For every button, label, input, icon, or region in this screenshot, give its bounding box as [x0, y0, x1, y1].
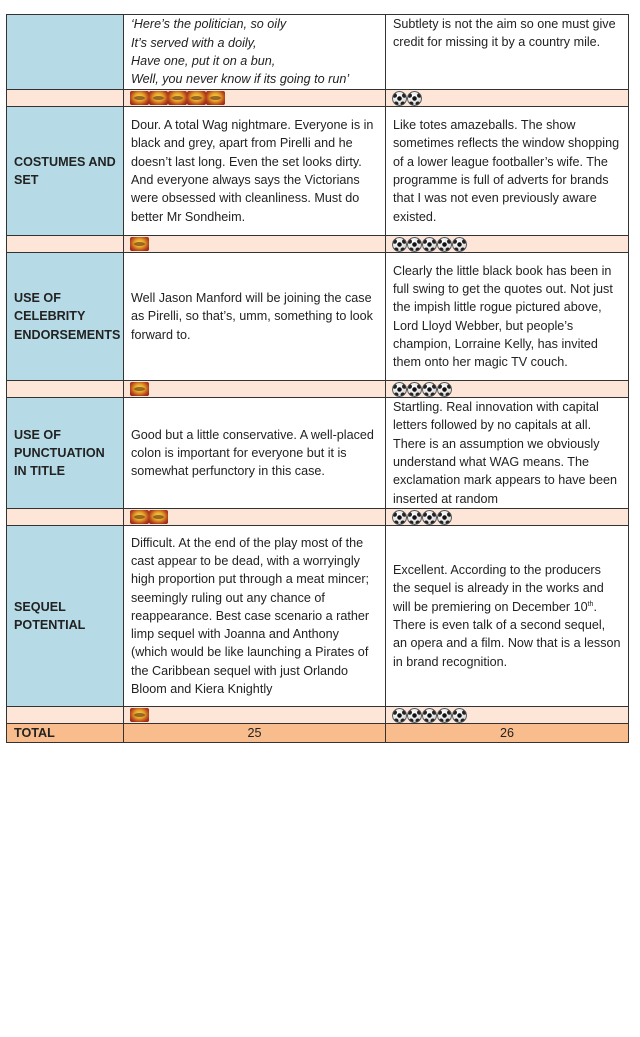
pie-rating-icons — [130, 381, 379, 397]
pie-icon — [130, 382, 149, 396]
left-rating — [124, 90, 386, 107]
rating-row — [7, 90, 629, 107]
football-icon — [407, 382, 422, 397]
right-rating — [386, 381, 629, 398]
football-icon — [422, 237, 437, 252]
football-icon — [392, 708, 407, 723]
review-text-part: Excellent. According to the producers the sequel is already in the works and will be premiering on December 10 — [393, 563, 604, 614]
football-icon — [392, 237, 407, 252]
review-text: Subtlety is not the aim so one must give credit for missing it by a country mile. — [393, 17, 616, 50]
left-rating — [124, 381, 386, 398]
right-review-text: Like totes amazeballs. The show sometimes reflects the window shopping of a lower league footballer’s wife. The programme is full of adverts for brands that I was not even previously aware existed. — [386, 107, 629, 236]
pie-icon — [130, 237, 149, 251]
pie-icon — [168, 91, 187, 105]
right-rating — [386, 236, 629, 253]
pie-icon — [130, 91, 149, 105]
football-icon — [392, 91, 407, 106]
football-rating-icons — [392, 236, 622, 252]
pie-rating-icons — [130, 236, 379, 252]
rating-label-cell — [7, 381, 124, 398]
pie-icon — [187, 91, 206, 105]
rating-label-cell — [7, 236, 124, 253]
left-review-text: Dour. A total Wag nightmare. Everyone is in black and grey, apart from Pirelli and he doesn’t last long. Even the set looks dirty. And everyone always says the Victorians were obsessed with cleanliness. Must do better Mr Sondheim. — [124, 107, 386, 236]
rating-row — [7, 707, 629, 724]
category-label: COSTUMES AND SET — [7, 107, 124, 236]
category-label — [7, 15, 124, 90]
rating-label-cell — [7, 509, 124, 526]
pie-rating-icons — [130, 509, 379, 525]
table-row — [7, 253, 629, 381]
rating-row — [7, 236, 629, 253]
left-review-text: Well Jason Manford will be joining the case as Pirelli, so that’s, umm, something to look forward to. — [124, 253, 386, 381]
left-review-text — [124, 15, 386, 90]
football-icon — [437, 510, 452, 525]
football-icon — [437, 237, 452, 252]
pie-icon — [149, 91, 168, 105]
pie-icon — [130, 708, 149, 722]
quote-text: ‘Here’s the politician, so oily It’s served with a doily, Have one, put it on a bun, Well, you never know if its going to run’ — [131, 17, 350, 87]
left-rating — [124, 707, 386, 724]
football-icon — [422, 708, 437, 723]
football-rating-icons — [392, 90, 622, 106]
left-rating — [124, 236, 386, 253]
pie-icon — [130, 510, 149, 524]
right-review-text: Clearly the little black book has been in full swing to get the quotes out. Not just the impish little rogue pictured above, Lord Lloyd Webber, but people’s champion, Lorraine Kelly, has invited them onto her magic TV couch. — [386, 253, 629, 381]
rating-label-cell — [7, 90, 124, 107]
table-row — [7, 526, 629, 707]
football-icon — [437, 708, 452, 723]
table-row — [7, 15, 629, 90]
football-icon — [437, 382, 452, 397]
pie-rating-icons — [130, 90, 379, 106]
pie-icon — [206, 91, 225, 105]
total-label: TOTAL — [7, 724, 124, 743]
right-review-text — [386, 526, 629, 707]
left-review-text: Good but a little conservative. A well-placed colon is important for everyone but it is somewhat perfunctory in this case. — [124, 398, 386, 509]
review-text-part: . There is even talk of a second sequel, an opera and a film. Now that is a lesson in brand recognition. — [393, 599, 621, 669]
football-icon — [392, 510, 407, 525]
football-rating-icons — [392, 509, 622, 525]
football-icon — [407, 510, 422, 525]
left-total: 25 — [124, 724, 386, 743]
football-rating-icons — [392, 381, 622, 397]
rating-label-cell — [7, 707, 124, 724]
table-row — [7, 107, 629, 236]
right-total: 26 — [386, 724, 629, 743]
football-icon — [452, 708, 467, 723]
pie-icon — [149, 510, 168, 524]
football-icon — [407, 91, 422, 106]
football-rating-icons — [392, 707, 622, 723]
total-row — [7, 724, 629, 743]
category-label: USE OF CELEBRITY ENDORSEMENTS — [7, 253, 124, 381]
table-row — [7, 398, 629, 509]
category-label: USE OF PUNCTUATION IN TITLE — [7, 398, 124, 509]
right-rating — [386, 707, 629, 724]
pie-rating-icons — [130, 707, 379, 723]
football-icon — [392, 382, 407, 397]
right-review-text: Startling. Real innovation with capital letters followed by no capitals at all. There is an assumption we obviously understand what WAG means. The exclamation mark appears to have been inserted at random — [386, 398, 629, 509]
football-icon — [422, 382, 437, 397]
football-icon — [422, 510, 437, 525]
rating-row — [7, 509, 629, 526]
football-icon — [407, 708, 422, 723]
right-rating — [386, 509, 629, 526]
football-icon — [407, 237, 422, 252]
ordinal-suffix: th — [587, 600, 594, 608]
category-label: SEQUEL POTENTIAL — [7, 526, 124, 707]
left-review-text: Difficult. At the end of the play most of the cast appear to be dead, with a worryingly high proportion put through a meat mincer; seemingly ruling out any chance of reappearance. Best case scenario a rather limp sequel with Joanna and Anthony (which would be like launching a Pirates of the Caribbean sequel with just Orlando Bloom and Kiera Knightly — [124, 526, 386, 707]
right-rating — [386, 90, 629, 107]
rating-row — [7, 381, 629, 398]
review-comparison-table — [6, 14, 629, 743]
right-review-text — [386, 15, 629, 90]
football-icon — [452, 237, 467, 252]
left-rating — [124, 509, 386, 526]
